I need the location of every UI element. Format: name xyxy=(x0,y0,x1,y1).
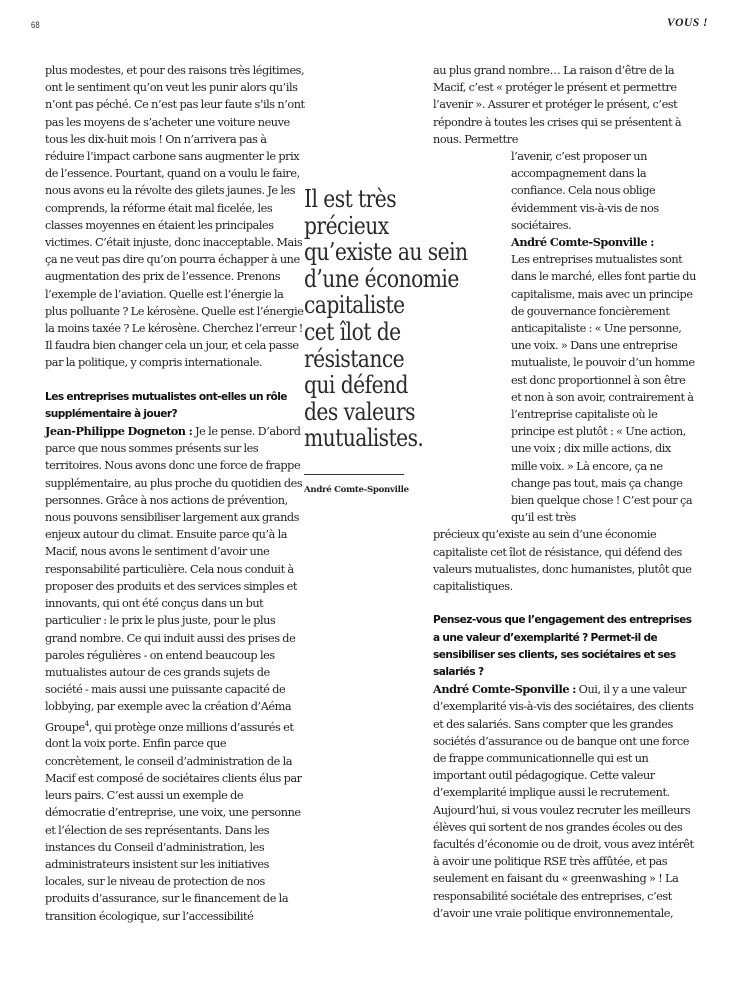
right-column xyxy=(433,62,698,922)
body-paragraph: plus modestes, et pour des raisons très légitimes, ont le sentiment qu’on veut les punir alors qu’ils n’ont pas péché. Ce n’est pas leur faute s’ils n’ont pas les moyens de s’acheter une voiture neuve tous les dix-huit mois ! On n’arrivera pas à réduire l’impact carbone sans augmenter le prix de l’essence. Pourtant, quand on a voulu le faire, nous avons eu la révolte des gilets jaunes. Je les comprends, la réforme était mal ficelée, les classes moyennes en étaient les principales victimes. C’était injuste, donc inacceptable. Mais ça ne veut pas dire qu’on pourra échapper à une augmentation des prix de l’essence. Prenons l’exemple de l’aviation. Quelle est l’énergie la plus polluante ? Le kérosène. Quelle est l’énergie la moins taxée ? Le kérosène. Cherchez l’erreur ! Il faudra bien changer cela un jour, et cela passe par la politique, y compris internationale. xyxy=(45,64,305,370)
answer-text: Oui, il y a une valeur d’exemplarité vis-à-vis des sociétaires, des clients et des salariés. Sans compter que les grandes sociétés d’assurance ou de banque ont une force de frappe communicationnelle qui est un important outil pédagogique. Cette valeur d’exemplarité implique aussi le recrutement. Aujourd’hui, si vous voulez recruter les meilleurs élèves qui sortent de nos grandes écoles ou des facultés d’économie ou de droit, vous avez intérêt à avoir une politique RSE très affûtée, et pas seulement en faisant du « greenwashing » ! La responsabilité sociétale des entreprises, c’est d’avoir une vraie politique environnementale, xyxy=(433,683,694,920)
pull-quote-line: mutualistes. xyxy=(304,423,424,453)
answer-text-cont: , qui protège onze millions d’assurés et dont la voix porte. Enfin parce que concrètement, le conseil d’administration de la Macif est composé de sociétaires clients élus par leurs pairs. C’est aussi un exemple de démocratie d’entreprise, une voix, une personne et l’élection de ses représentants. Dans les instances du Conseil d’administration, les administrateurs insistent sur les initiatives locales, sur le niveau de protection de nos produits d’assurance, sur le financement de la transition écologique, sur l’accessibilité xyxy=(45,720,302,923)
pull-quote-line: qu’existe au sein xyxy=(304,237,468,267)
answer-paragraph xyxy=(45,423,305,925)
pull-quote-divider xyxy=(304,474,404,475)
answer-paragraph-indented: Les entreprises mutualistes sont dans le marché, elles font partie du capitalisme, mais avec un principe de gouvernance foncièrement anticapitaliste : « Une personne, une voix. » Dans une entreprise mutualiste, le pouvoir d’un homme est donc proportionnel à son être et non à son avoir, contrairement à l’entreprise capitaliste où le principe est plutôt : « Une action, une voix ; dix mille actions, dix mille voix. » Là encore, ça ne change pas tout, mais ça change bien quelque chose ! C’est pour ça qu’il est très xyxy=(511,253,696,525)
interview-question: Pensez-vous que l’engagement des entreprises a une valeur d’exemplarité ? Permet-il de sensibiliser ses clients, ses sociétaires et ses salariés ? xyxy=(433,614,692,678)
answer-paragraph xyxy=(433,681,698,922)
pull-quote-author: André Comte-Sponville xyxy=(304,485,409,495)
speaker-name: André Comte-Sponville : xyxy=(433,682,576,697)
pull-quote-line: cet îlot de xyxy=(304,316,401,346)
answer-text: Je le pense. D’abord parce que nous sommes présents sur les territoires. Nous avons donc une force de frappe supplémentaire, au plus proche du quotidien des personnes. Grâce à nos actions de prévention, nous pouvons sensibiliser largement aux grands enjeux autour du climat. Ensuite parce qu’à la Macif, nous avons le sentiment d’avoir une responsabilité particulière. Cela nous conduit à proposer des produits et des services simples et innovants, qui ont été conçus dans un but particulier : le prix le plus juste, pour le plus grand nombre. Ce qui induit aussi des prises de paroles régulières - on entend beaucoup les mutualistes autour de ces grands sujets de société - mais aussi une puissante capacité de lobbying, par exemple avec la création d’Aéma Groupe xyxy=(45,425,303,734)
pull-quote-line: qui défend xyxy=(304,370,408,400)
pull-quote-line: résistance xyxy=(304,343,405,373)
pull-quote-line: précieux xyxy=(304,210,389,240)
pull-quote-line: Il est très xyxy=(304,184,397,213)
speaker-name: Jean-Philippe Dogneton : xyxy=(45,424,193,439)
body-paragraph-indented: l’avenir, c’est proposer un accompagnement dans la confiance. Cela nous oblige évidemment vis-à-vis de nos sociétaires. xyxy=(511,150,659,232)
page-number: 68 xyxy=(31,20,40,30)
interview-question: Les entreprises mutualistes ont-elles un rôle supplémentaire à jouer? xyxy=(45,390,287,420)
answer-paragraph: précieux qu’existe au sein d’une économie capitaliste cet îlot de résistance, qui défend des valeurs mutualistes, donc humanistes, plutôt que capitalistiques. xyxy=(433,528,692,594)
speaker-name: André Comte-Sponville : xyxy=(511,235,654,250)
pull-quote-line: d’une économie xyxy=(304,263,459,293)
pull-quote-line: capitaliste xyxy=(304,290,405,320)
footnote-ref: 4 xyxy=(84,719,89,728)
body-paragraph: au plus grand nombre… La raison d’être de la Macif, c’est « protéger le présent et permettre l’avenir ». Assurer et protéger le présent, c’est répondre à toutes les crises qui se présentent à nous. Permettre xyxy=(433,64,682,146)
left-column xyxy=(45,62,305,925)
pull-quote-line: des valeurs xyxy=(304,396,415,426)
magazine-title: VOUS ! xyxy=(666,17,708,29)
